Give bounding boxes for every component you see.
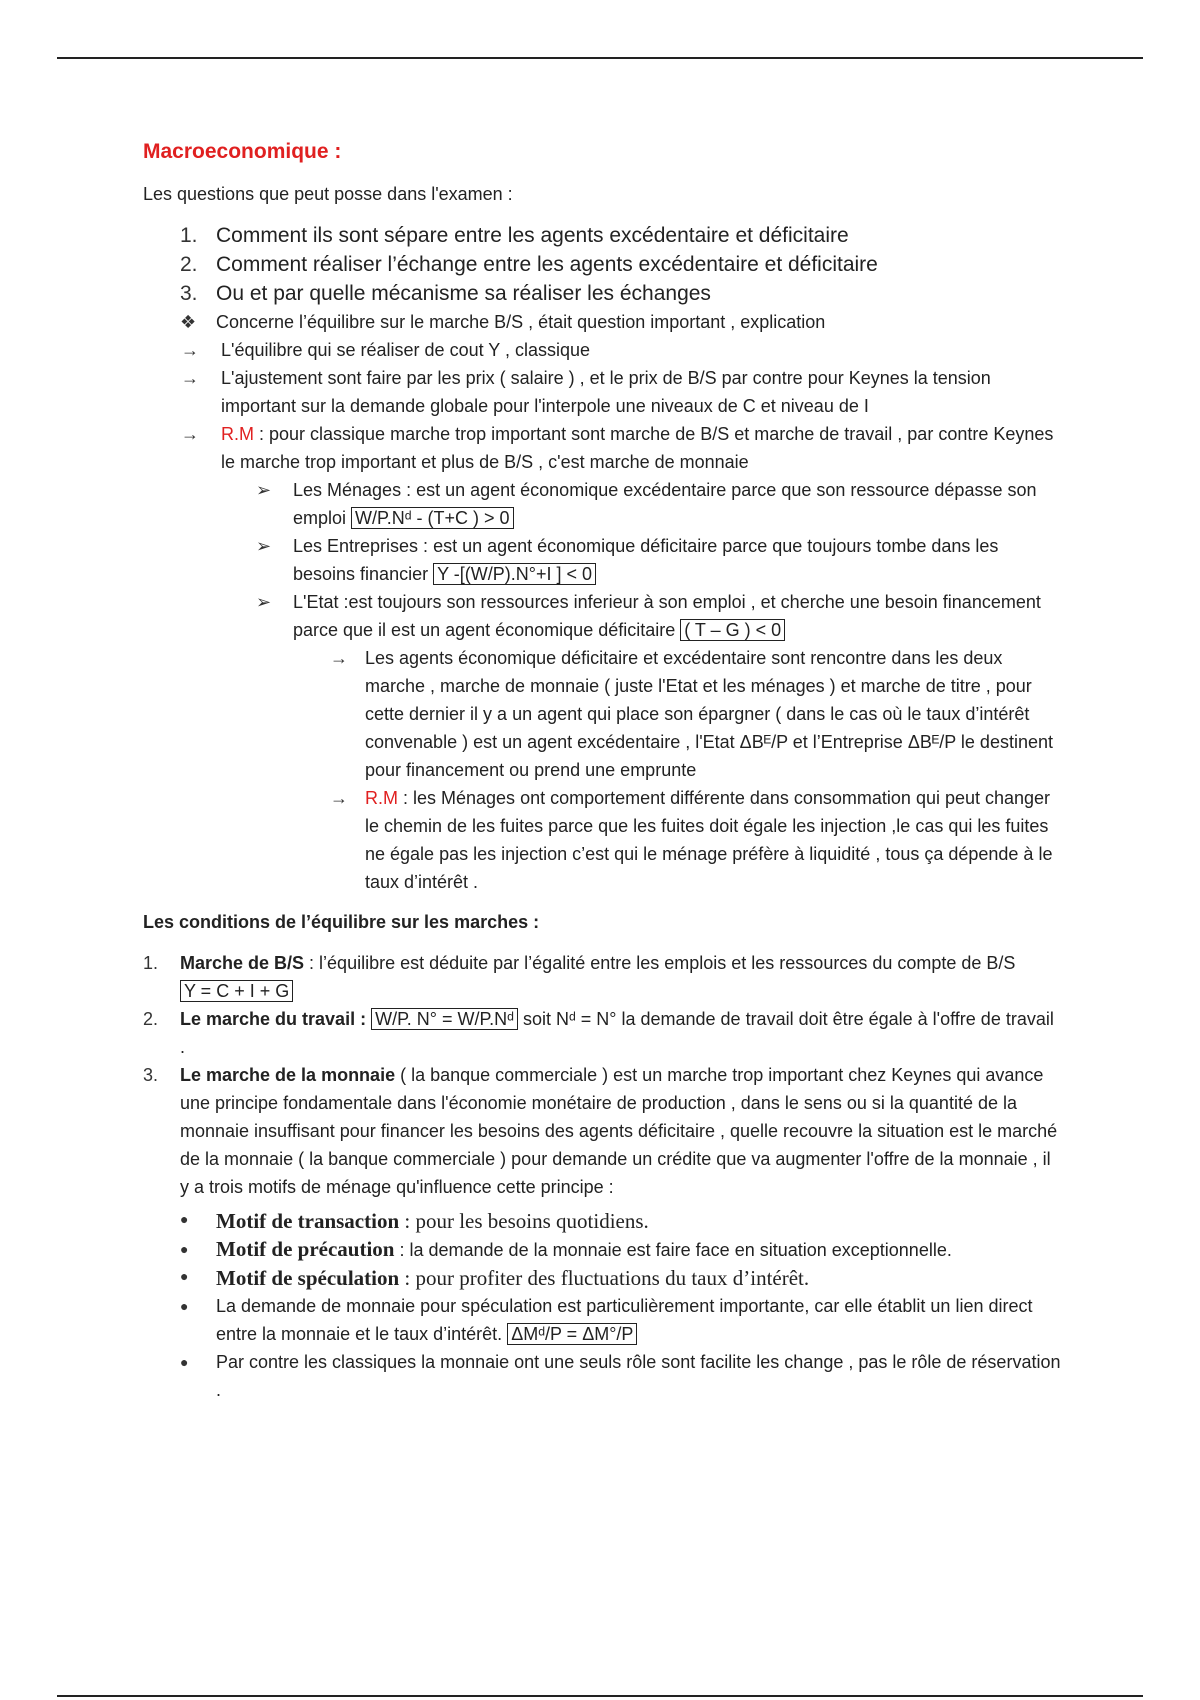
list-item-text: Les Entreprises : est un agent économique déficitaire parce que toujours tombe dans les besoins financier <box>293 536 999 584</box>
list-item <box>143 1348 1063 1404</box>
term-bold: Le marche de la monnaie <box>180 1065 396 1085</box>
list-item-text: Concerne l’équilibre sur le marche B/S , était question important , explication <box>216 312 826 332</box>
arrowhead-bullet-icon: ➢ <box>256 480 272 500</box>
list-number: 3. <box>143 1065 159 1085</box>
list-number: 2. <box>143 1009 159 1029</box>
list-item-text: L'ajustement sont faire par les prix ( salaire ) , et le prix de B/S par contre pour Keynes la tension important sur la demande globale pour l'interpole une niveaux de C et niveau de I <box>221 368 991 416</box>
intro-text: Les questions que peut posse dans l'examen : <box>143 184 513 204</box>
top-rule <box>57 57 1143 59</box>
list-item-text: Par contre les classiques la monnaie ont une seuls rôle sont facilite les change , pas le rôle de réservation . <box>216 1352 1061 1400</box>
list-item <box>143 221 1063 250</box>
list-item-text: : la demande de la monnaie est faire face en situation exceptionnelle. <box>394 1240 952 1260</box>
term-bold: Motif de précaution <box>216 1237 395 1261</box>
section-heading: Les conditions de l’équilibre sur les marches : <box>143 912 540 932</box>
list-item-text: : l’équilibre est déduite par l’égalité entre les emplois et les ressources du compte de B/S <box>304 953 1016 973</box>
list-item <box>143 949 1063 1005</box>
term-bold: Le marche du travail : <box>180 1009 367 1029</box>
list-item <box>143 336 1063 364</box>
bullet-dot-icon: ● <box>180 1213 189 1228</box>
list-item-text: ( la banque commerciale ) est un marche trop important chez Keynes qui avance une principe fondamentale dans l'économie monétaire de production , dans le sens ou si la quantité de la monnaie insuffisant pour financer les besoins des agents déficitaire , quelle recouvre la situation est le marché de la monnaie ( la banque commerciale ) pour demande un crédite que va augmenter l'offre de la monnaie , il y a trois motifs de ménage qu'influence cette principe : <box>180 1065 1058 1197</box>
list-item-text: soit Nᵈ = N° la demande de travail doit être égale à l'offre de travail . <box>180 1009 1054 1057</box>
list-item-text: : pour profiter des fluctuations du taux d’intérêt. <box>399 1266 810 1290</box>
list-item <box>143 1264 1063 1292</box>
list-item <box>143 250 1063 279</box>
page-title: Macroeconomique : <box>143 140 342 163</box>
list-item-text: Les agents économique déficitaire et excédentaire sont rencontre dans les deux marche , marche de monnaie ( juste l'Etat et les ménages ) et marche de titre , pour cette dernier il y a un agent qui place son épargner ( dans le cas où le taux d’intérêt convenable ) est un agent excédentaire , l'Etat ΔBᴱ/P et l’Entreprise ΔBᴱ/P le destinent pour financement ou prend une emprunte <box>365 648 1053 780</box>
formula-box: ΔMᵈ/P = ΔM°/P <box>507 1323 637 1345</box>
list-item <box>143 364 1063 420</box>
list-item-text: : pour les besoins quotidiens. <box>399 1209 649 1233</box>
remark-label: R.M <box>365 788 398 808</box>
list-item <box>143 588 1063 644</box>
list-item <box>143 644 1063 784</box>
list-item <box>143 476 1063 532</box>
arrowhead-bullet-icon: ➢ <box>256 536 272 556</box>
bullet-dot-icon: ● <box>180 1241 189 1257</box>
arrowhead-bullet-icon: ➢ <box>256 592 272 612</box>
list-item-text: L'équilibre qui se réaliser de cout Y , classique <box>221 340 590 360</box>
list-item <box>143 1292 1063 1348</box>
list-number: 1. <box>180 224 198 247</box>
list-item-text: Comment réaliser l’échange entre les agents excédentaire et déficitaire <box>216 253 878 276</box>
list-item <box>143 420 1063 476</box>
term-bold: Motif de spéculation <box>216 1266 400 1290</box>
arrow-bullet-icon: → <box>181 368 199 388</box>
bullet-dot-icon: ● <box>180 1298 189 1314</box>
list-item <box>143 1207 1063 1235</box>
arrow-bullet-icon: → <box>330 648 348 668</box>
list-item <box>143 1005 1063 1061</box>
formula-box: W/P.Nᵈ - (T+C ) > 0 <box>351 507 514 529</box>
diamond-bullet-icon: ❖ <box>180 312 197 332</box>
document-page <box>143 140 1063 1404</box>
list-number: 1. <box>143 953 159 973</box>
arrow-bullet-icon: → <box>181 340 199 360</box>
arrow-bullet-icon: → <box>330 788 348 808</box>
formula-box: Y -[(W/P).N°+I ] < 0 <box>433 563 596 585</box>
list-item <box>143 1235 1063 1264</box>
list-item <box>143 308 1063 336</box>
formula-box: W/P. N° = W/P.Nᵈ <box>371 1008 518 1030</box>
bullet-dot-icon: ● <box>180 1270 189 1285</box>
list-item-text: : les Ménages ont comportement différente dans consommation qui peut changer le chemin de les fuites parce que les fuites doit égale les injection ,le cas qui les fuites ne égale pas les injection c’est qui le ménage préfère à liquidité , tous ça dépende à le taux d’intérêt . <box>365 788 1053 892</box>
list-item-text: Comment ils sont sépare entre les agents excédentaire et déficitaire <box>216 224 849 247</box>
list-item-text: : pour classique marche trop important sont marche de B/S et marche de travail , par contre Keynes le marche trop important et plus de B/S , c'est marche de monnaie <box>221 424 1054 472</box>
questions-list <box>143 221 1063 308</box>
term-bold: Motif de transaction <box>216 1209 400 1233</box>
list-number: 2. <box>180 253 198 276</box>
list-item <box>143 279 1063 308</box>
remark-label: R.M <box>221 424 254 444</box>
list-item <box>143 1061 1063 1201</box>
list-item-text: L'Etat :est toujours son ressources inferieur à son emploi , et cherche une besoin financement parce que il est un agent économique déficitaire <box>293 592 1041 640</box>
list-number: 3. <box>180 282 198 305</box>
list-item <box>143 532 1063 588</box>
bottom-rule <box>57 1695 1143 1697</box>
list-item-text: Ou et par quelle mécanisme sa réaliser les échanges <box>216 282 711 305</box>
list-item-text: Les Ménages : est un agent économique excédentaire parce que son ressource dépasse son emploi <box>293 480 1037 528</box>
formula-box: Y = C + I + G <box>180 980 293 1002</box>
list-item <box>143 784 1063 896</box>
arrow-bullet-icon: → <box>181 424 199 444</box>
bullet-dot-icon: ● <box>180 1354 189 1370</box>
list-item-text: La demande de monnaie pour spéculation est particulièrement importante, car elle établit un lien direct entre la monnaie et le taux d’intérêt. <box>216 1296 1033 1344</box>
term-bold: Marche de B/S <box>180 953 305 973</box>
formula-box: ( T – G ) < 0 <box>680 619 785 641</box>
